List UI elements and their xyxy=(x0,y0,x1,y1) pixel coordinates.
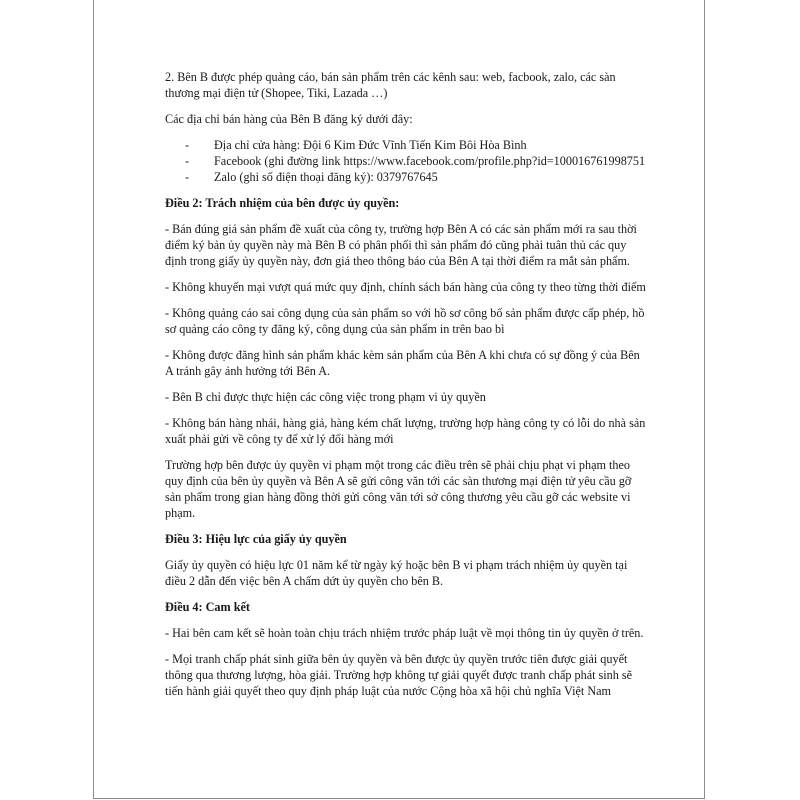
paragraph: - Không bán hàng nhái, hàng giả, hàng kém chất lượng, trường hợp hàng công ty có lỗi do nhà sản xuất phải gửi về công ty để xử lý đổi hàng mới xyxy=(165,416,646,446)
paragraph: - Bán đúng giá sản phẩm đề xuất của công ty, trường hợp Bên A có các sản phẩm mới ra sau thời điểm ký bản ủy quyền này mà Bên B có phân phối thì sản phẩm đó cũng phải tuân thủ các quy định trong giấy ủy quyền này, đơn giá theo thông báo của Bên A tại thời điểm ra mắt sản phẩm. xyxy=(165,222,637,268)
paragraph: - Không được đăng hình sản phẩm khác kèm sản phẩm của Bên A khi chưa có sự đồng ý của Bên A tránh gây ảnh hưởng tới Bên A. xyxy=(165,348,640,378)
document-page xyxy=(93,0,705,799)
paragraph: - Không quảng cáo sai công dụng của sản phẩm so với hồ sơ công bố sản phẩm được cấp phép, hồ sơ quảng cáo công ty đăng ký, công dụng của sản phẩm in trên bao bì xyxy=(165,306,645,336)
dash-bullet: - xyxy=(185,170,190,184)
heading-article-3: Điều 3: Hiệu lực của giấy ủy quyền xyxy=(165,532,347,546)
heading-article-2: Điều 2: Trách nhiệm của bên được ủy quyền: xyxy=(165,196,400,210)
paragraph: - Không khuyến mại vượt quá mức quy định, chính sách bán hàng của công ty theo từng thời điểm xyxy=(165,280,646,294)
document-body xyxy=(165,69,647,709)
paragraph: - Mọi tranh chấp phát sinh giữa bên ủy quyền và bên được ủy quyền trước tiên được giải quyết thông qua thương lượng, hòa giải. Trường hợp không tự giải quyết được tranh chấp phát sinh sẽ tiến hành giải quyết theo quy định pháp luật của nước Cộng hòa xã hội chủ nghĩa Việt Nam xyxy=(165,652,633,698)
paragraph: Giấy ủy quyền có hiệu lực 01 năm kể từ ngày ký hoặc bên B vi phạm trách nhiệm ủy quyền tại điều 2 dẫn đến việc bên A chấm dứt ủy quyền cho bên B. xyxy=(165,558,628,588)
dash-bullet: - xyxy=(185,154,190,168)
list-item xyxy=(165,169,647,185)
list-item xyxy=(165,137,647,153)
list-item-text: Facebook (ghi đường link https://www.facebook.com/profile.php?id=100016761998751 xyxy=(214,154,646,168)
heading-article-4: Điều 4: Cam kết xyxy=(165,600,250,614)
list-item-text: Zalo (ghi số điện thoại đăng ký): 0379767645 xyxy=(214,170,438,184)
dash-bullet: - xyxy=(185,138,190,152)
paragraph: - Hai bên cam kết sẽ hoàn toàn chịu trách nhiệm trước pháp luật về mọi thông tin ủy quyền ở trên. xyxy=(165,626,644,640)
address-list xyxy=(165,137,647,185)
paragraph-addresses: Các địa chỉ bán hàng của Bên B đăng ký dưới đây: xyxy=(165,112,413,126)
list-item xyxy=(165,153,647,169)
list-item-text: Địa chỉ cửa hàng: Đội 6 Kim Đức Vĩnh Tiến Kim Bôi Hòa Bình xyxy=(214,138,527,152)
paragraph-intro: 2. Bên B được phép quảng cáo, bán sản phẩm trên các kênh sau: web, facbook, zalo, các sàn thương mại điện tử (Shopee, Tiki, Lazada …) xyxy=(165,70,616,100)
paragraph: Trường hợp bên được ủy quyền vi phạm một trong các điều trên sẽ phải chịu phạt vi phạm theo quy định của bên ủy quyền và Bên A sẽ gửi công văn tới các sàn thương mại điện tử yêu cầu gỡ sản phẩm trong gian hàng đồng thời gửi công văn tới sở công thương yêu cầu gỡ các website vi phạm. xyxy=(165,458,632,520)
paragraph: - Bên B chỉ được thực hiện các công việc trong phạm vi ủy quyền xyxy=(165,390,486,404)
